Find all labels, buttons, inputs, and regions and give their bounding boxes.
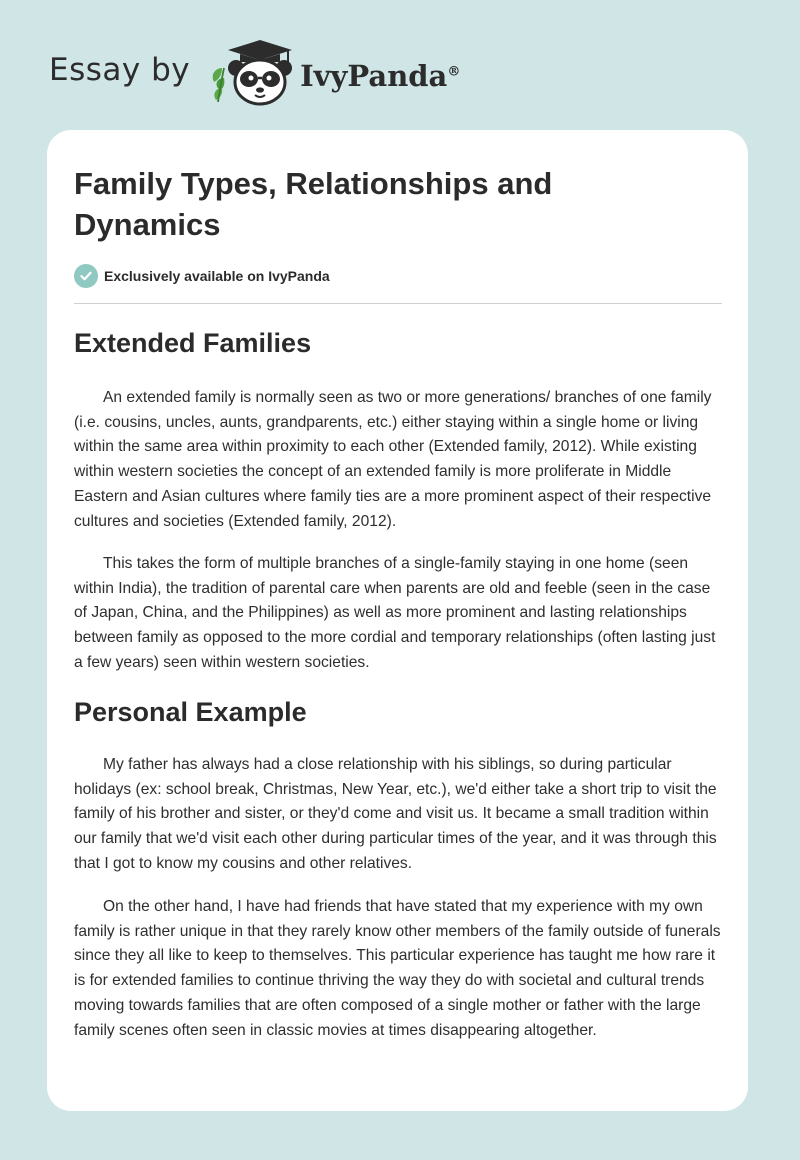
exclusive-label: Exclusively available on IvyPanda [104, 268, 330, 284]
brand-name: IvyPanda [300, 59, 448, 93]
section-heading-extended-families: Extended Families [74, 328, 312, 358]
divider [74, 303, 722, 304]
paragraph: My father has always had a close relationship with his siblings, so during particular holidays (ex: school break, Christmas, New Year, etc.), we'd either take a short trip to visit the family of his brother and sister, or they'd come and visit us. It became a small tradition within our family that we'd visit each other during particular times of the year, and it was through this that I got to know my cousins and other relatives. [74, 756, 717, 872]
section-heading-personal-example: Personal Example [74, 697, 307, 727]
paragraph: An extended family is normally seen as two or more generations/ branches of one family (i.e. cousins, uncles, aunts, grandparents, etc.) either staying within a single home or living within the same area within proximity to each other (Extended family, 2012). While existing within western societies the concept of an extended family is more proliferate in Middle Eastern and Asian cultures where family ties are a more prominent aspect of their respective cultures and societies (Extended family, 2012). [74, 389, 712, 530]
paragraph: This takes the form of multiple branches of a single-family staying in one home (seen within India), the tradition of parental care when parents are old and feeble (seen in the case of Japan, China, and the Philippines) as well as more prominent and lasting relationships between family as opposed to the more cordial and temporary relationships (often lasting just a few years) seen within western societies. [74, 555, 716, 671]
essay-card [47, 130, 748, 1111]
check-icon [74, 264, 98, 288]
panda-logo-icon[interactable] [208, 38, 294, 108]
leaf-icon [213, 68, 225, 102]
ivypanda-wordmark[interactable] [300, 59, 460, 93]
essay-by-label: Essay by [49, 52, 191, 88]
exclusive-badge [74, 264, 330, 288]
page-title: Family Types, Relationships and Dynamics [74, 166, 553, 242]
registered-mark: ® [447, 64, 461, 80]
brand-header [49, 38, 460, 108]
paragraph: On the other hand, I have had friends that have stated that my experience with my own family is rather unique in that they rarely know other members of the family outside of funerals since they all like to keep to themselves. This particular experience has taught me how rare it is for extended families to continue thriving the way they do with societal and cultural trends moving towards families that are often composed of a single mother or father with the large family scenes often seen in classic movies at times disappearing altogether. [74, 898, 721, 1039]
